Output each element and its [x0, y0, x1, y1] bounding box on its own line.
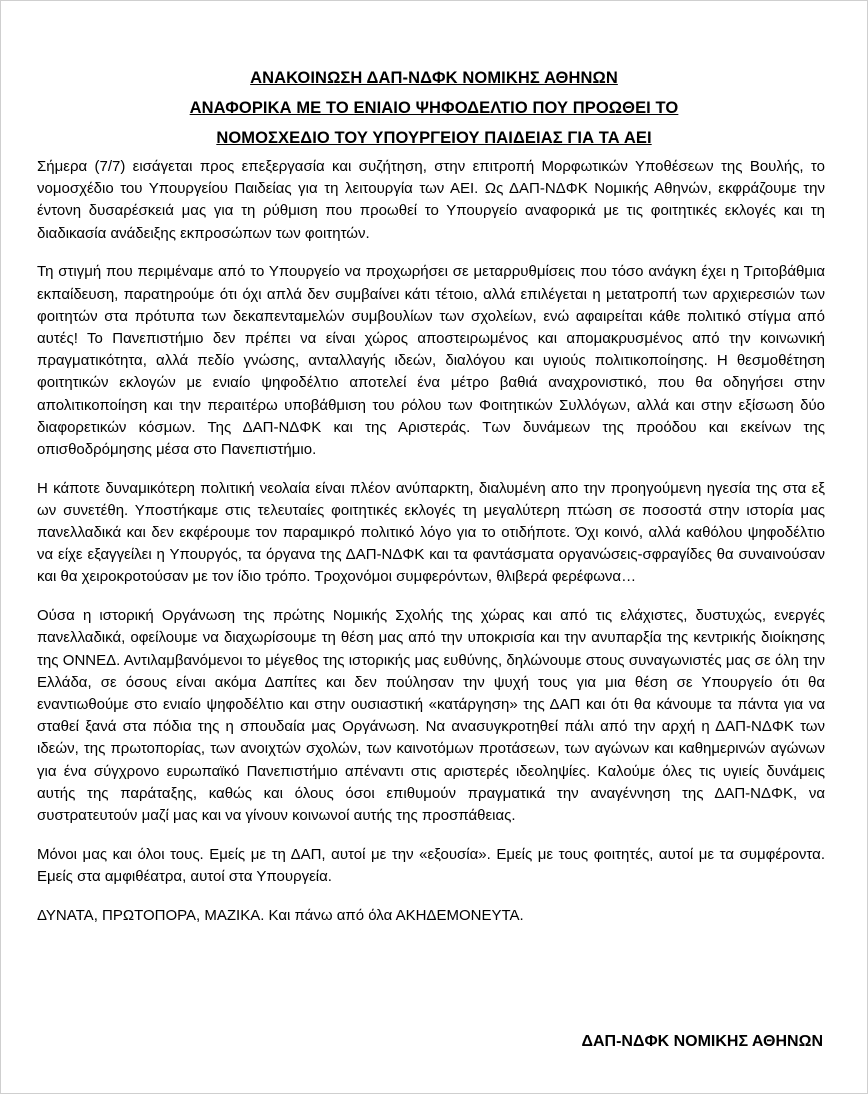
document-title	[31, 63, 837, 153]
paragraph-1: Σήμερα (7/7) εισάγεται προς επεξεργασία και συζήτηση, στην επιτροπή Μορφωτικών Υποθέσεων της Βουλής, το νομοσχέδιο του Υπουργείου Παιδείας για τη λειτουργία των ΑΕΙ. Ως ΔΑΠ-ΝΔΦΚ Νομικής Αθηνών, εκφράζουμε την έντονη δυσαρέσκειά μας για τη ρύθμιση που προωθεί το Υπουργείο αναφορικά με τις φοιτητικές εκλογές και τη διαδικασία ανάδειξης εκπροσώπων των φοιτητών.	[37, 158, 825, 242]
paragraph-6: ΔΥΝΑΤΑ, ΠΡΩΤΟΠΟΡΑ, ΜΑΖΙΚΑ. Και πάνω από όλα ΑΚΗΔΕΜΟΝΕΥΤΑ.	[37, 906, 524, 924]
title-line-2: ΑΝΑΦΟΡΙΚΑ ΜΕ ΤΟ ΕΝΙΑΙΟ ΨΗΦΟΔΕΛΤΙΟ ΠΟΥ ΠΡΟΩΘΕΙ ΤΟ	[189, 99, 679, 117]
title-line-1: ΑΝΑΚΟΙΝΩΣΗ ΔΑΠ-ΝΔΦΚ ΝΟΜΙΚΗΣ ΑΘΗΝΩΝ	[250, 69, 618, 87]
paragraph-5: Μόνοι μας και όλοι τους. Εμείς με τη ΔΑΠ, αυτοί με την «εξουσία». Εμείς με τους φοιτητές, αυτοί με τα συμφέροντα. Εμείς στα αμφιθέατρα, αυτοί στα Υπουργεία.	[37, 845, 825, 885]
title-line-3: ΝΟΜΟΣΧΕΔΙΟ ΤΟΥ ΥΠΟΥΡΓΕΙΟΥ ΠΑΙΔΕΙΑΣ ΓΙΑ ΤΑ ΑΕΙ	[216, 129, 652, 147]
signature: ΔΑΠ-ΝΔΦΚ ΝΟΜΙΚΗΣ ΑΘΗΝΩΝ	[581, 1033, 823, 1050]
paragraph-3: Η κάποτε δυναμικότερη πολιτική νεολαία είναι πλέον ανύπαρκτη, διαλυμένη απο την προηγούμενη ηγεσία της στα εξ ων συνετέθη. Υποστήκαμε στις τελευταίες φοιτητικές εκλογές τη μεγαλύτερη πτώση σε ποσοστά στην ιστορία μας πανελλαδικά και δεν εκφέρουμε τον παραμικρό πολιτικό λόγο για το οτιδήποτε. Όχι κοινό, αλλά καθόλου ψηφοδέλτιο να είχε εξαγγείλει η Υπουργός, τα όργανα της ΔΑΠ-ΝΔΦΚ και τα φαντάσματα οργανώσεις-σφραγίδες θα συναινούσαν και θα χειροκροτούσαν με τον ίδιο τρόπο. Τροχονόμοι συμφερόντων, θλιβερά φερέφωνα…	[37, 479, 825, 586]
paragraph-4: Ούσα η ιστορική Οργάνωση της πρώτης Νομικής Σχολής της χώρας και από τις ελάχιστες, δυστυχώς, ενεργές πανελλαδικά, οφείλουμε να διαχωρίσουμε τη θέση μας από την υποκρισία και την ανυπαρξία της κεντρικής διοίκησης της ΟΝΝΕΔ. Αντιλαμβανόμενοι το μέγεθος της ιστορικής μας ευθύνης, δηλώνουμε στους συναγωνιστές μας σε όλη την Ελλάδα, σε όσους είναι ακόμα Δαπίτες και δεν πούλησαν την ψυχή τους για μια θέση σε Υπουργείο ότι θα εναντιωθούμε στο ενιαίο ψηφοδέλτιο και στην ουσιαστική «κατάργηση» της ΔΑΠ και ότι θα κάνουμε τα πάντα για να σταθεί ξανά στα πόδια της η σπουδαία μας Οργάνωση. Να ανασυγκροτηθεί πάλι από την αρχή η ΔΑΠ-ΝΔΦΚ των ιδεών, της πρωτοπορίας, των ανοιχτών σχολών, των καινοτόμων προτάσεων, των αγώνων και καθημερινών αγώνων για ένα σύγχρονο ευρωπαϊκό Πανεπιστήμιο απέναντι στις αριστερές ιδεοληψίες. Καλούμε όλες τις υγιείς δυνάμεις αυτής της παράταξης, καθώς και όλους όσοι επιθυμούν πραγματικά την αναγέννηση της ΔΑΠ-ΝΔΦΚ, να συστρατευτούν μαζί μας και να γίνουν κοινωνοί αυτής της προσπάθειας.	[37, 607, 825, 824]
paragraph-2: Τη στιγμή που περιμέναμε από το Υπουργείο να προχωρήσει σε μεταρρυθμίσεις που τόσο ανάγκη έχει η Τριτοβάθμια εκπαίδευση, παρατηρούμε ότι όχι απλά δεν συμβαίνει κάτι τέτοιο, αλλά επιλέγεται η μετατροπή των αρχιερεσιών των φοιτητών στα πρότυπα των δεκαπενταμελών συμβουλίων των σχολείων, ενώ αφαιρείται κάθε πολιτικό στίγμα από αυτές! Το Πανεπιστήμιο δεν πρέπει να είναι χώρος αποστειρωμένος και απομακρυσμένος από την κοινωνική πραγματικότητα, αλλά πεδίο γνώσης, ανταλλαγής ιδεών, διαλόγου και υγιούς πολιτικοποίησης. Η θεσμοθέτηση φοιτητικών εκλογών με ενιαίο ψηφοδέλτιο αποτελεί ένα μέτρο βαθιά αναχρονιστικό, που θα οδηγήσει στην απολιτικοποίηση και την περαιτέρω υποβάθμιση του ρόλου των Φοιτητικών Συλλόγων, αλλά και στην εξίσωση δύο διαφορετικών κόσμων. Της ΔΑΠ-ΝΔΦΚ και της Αριστεράς. Των δυνάμεων της προόδου και εκείνων της οπισθοδρόμησης μέσα στο Πανεπιστήμιο.	[37, 263, 825, 458]
document-body	[37, 156, 825, 927]
